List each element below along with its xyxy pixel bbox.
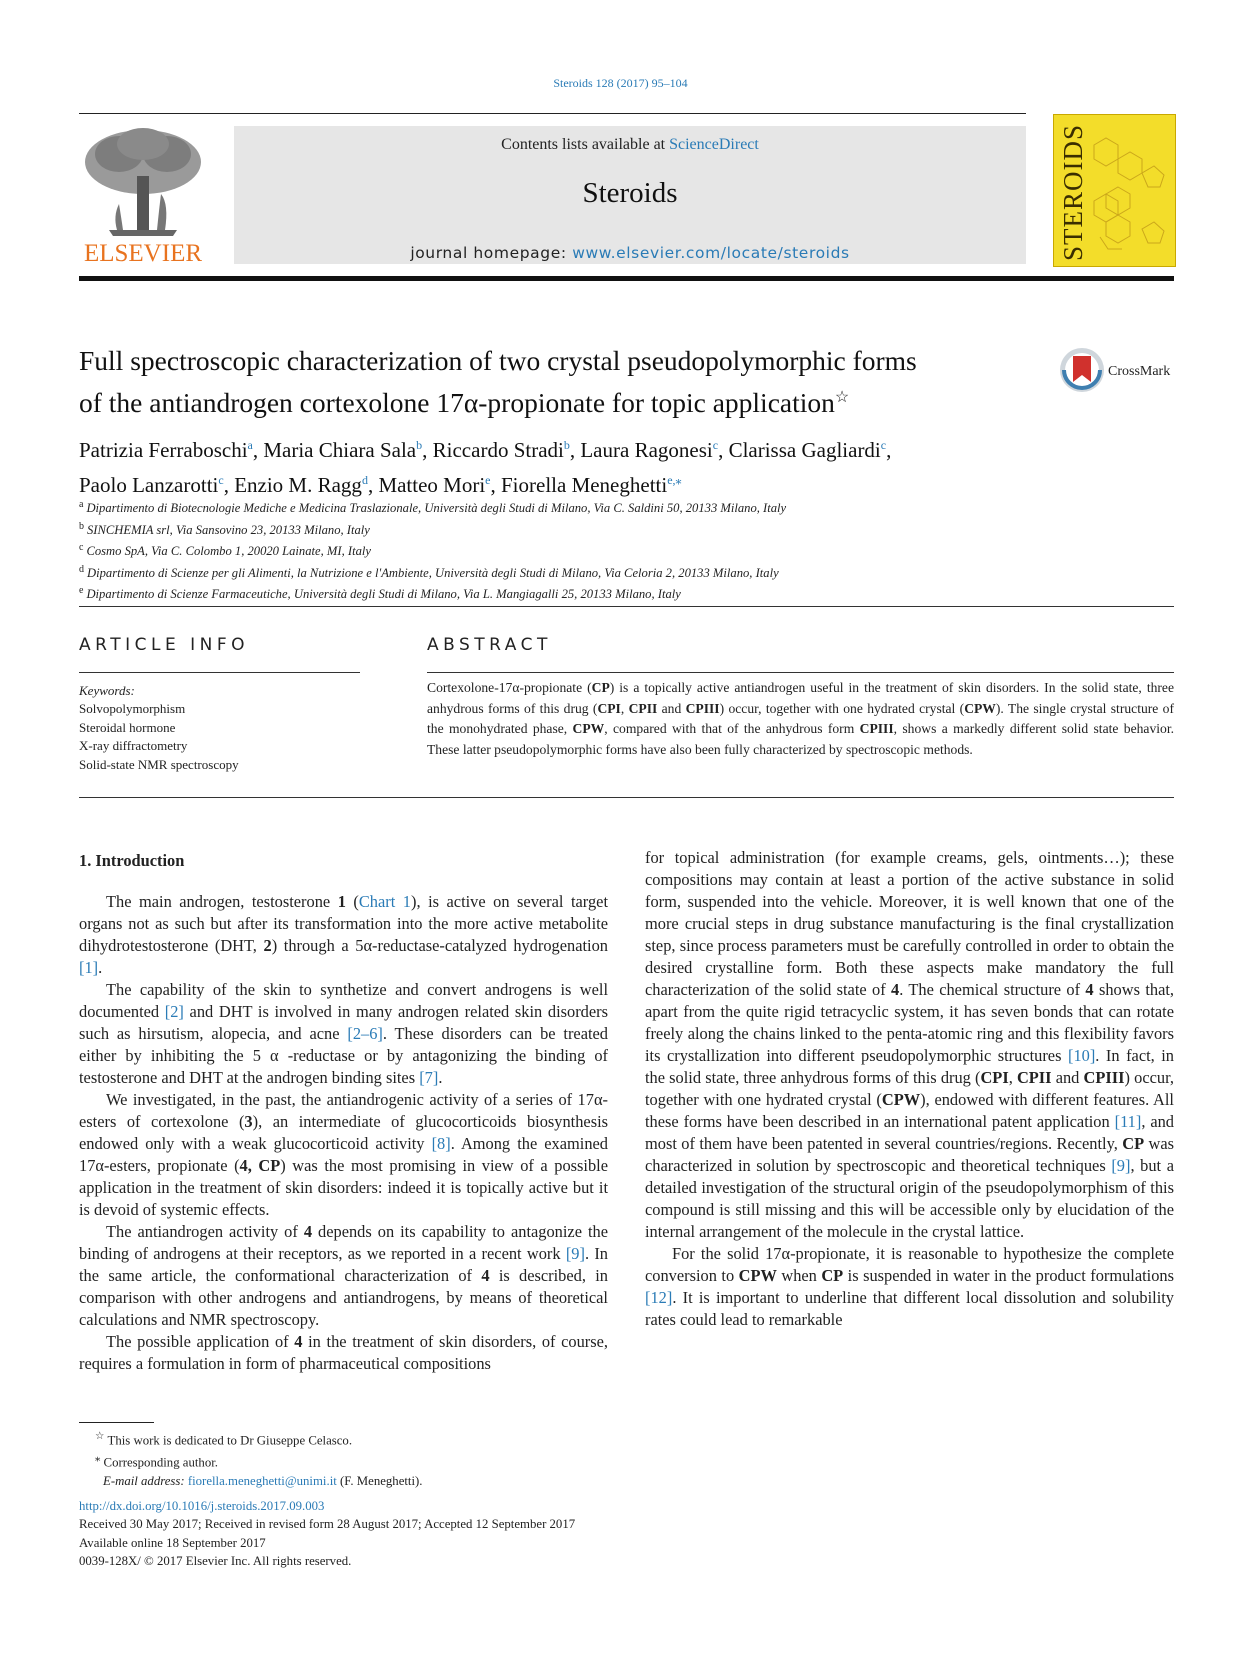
compound-label: 2 <box>263 936 272 955</box>
affiliation: $^a$ Dipartimento di Biotecnologie Mediche e Medicina Traslazionale, Università degli Studi di Milano, Via C. Saldini 50, 20133 Milano, Italy <box>79 499 787 516</box>
paragraph <box>79 979 608 1089</box>
affiliation: $^b$ SINCHEMIA srl, Via Sansovino 23, 20133 Milano, Italy <box>79 520 370 537</box>
homepage-line <box>234 244 1026 262</box>
text-run: Cortexolone-17α-propionate ( <box>427 680 592 695</box>
available-online: Available online 18 September 2017 <box>79 1535 266 1550</box>
text-run: , compared with that of the anhydrous form <box>604 721 860 737</box>
text-run: ), is active on several target organs not as such but after its transformation into the more active metabolite dihydrotestosterone (DHT, <box>79 892 608 955</box>
compound-label: CPW <box>964 700 996 716</box>
title-footnote-mark[interactable]: ☆ <box>834 389 850 406</box>
elsevier-logo[interactable] <box>79 124 207 266</box>
text-run: , <box>620 700 629 716</box>
sciencedirect-link[interactable]: ScienceDirect <box>669 136 759 153</box>
author[interactable]: Paolo Lanzarotti$^c$, <box>79 473 235 497</box>
header-rule <box>79 113 1026 114</box>
text-run: . It is important to underline that different local dissolution and solubility rates could lead to remarkable <box>645 1288 1174 1329</box>
reference-link[interactable]: [9] <box>1111 1156 1131 1175</box>
text-run: For the solid 17α-propionate, it is reasonable to hypothesize the complete conversion to <box>645 1244 1174 1285</box>
compound-label: CPII <box>1016 1068 1052 1087</box>
compound-label: CPIII <box>685 700 720 716</box>
text-run: was characterized in solution by spectroscopic and theoretical techniques <box>645 1134 1174 1175</box>
text-run: when <box>776 1266 822 1285</box>
text-run: ) was the most promising in view of a possible application in the treatment of skin disorders: indeed it is topically active but it is devoid of systemic effects. <box>79 1156 608 1219</box>
section-rule <box>79 606 1174 607</box>
reference-link[interactable]: [2–6] <box>347 1024 383 1043</box>
affiliation-list <box>79 496 1079 604</box>
reference-link[interactable]: [11] <box>1114 1112 1142 1131</box>
email-note: E-mail address: fiorella.meneghetti@unimi.it (F. Meneghetti). <box>103 1473 423 1488</box>
compound-label: CP <box>591 680 610 695</box>
affiliation: $^c$ Cosmo SpA, Via C. Colombo 1, 20020 Lainate, MI, Italy <box>79 542 371 559</box>
abstract-heading: ABSTRACT <box>427 635 552 655</box>
text-run: depends on its capability to antagonize the binding of androgens at their receptors, as we reported in a recent work <box>79 1222 608 1263</box>
compound-label: CPII <box>628 700 658 716</box>
text-run: ), endowed with different features. All these forms have been described in an international patent application <box>645 1090 1174 1131</box>
elsevier-wordmark: ELSEVIER <box>83 240 203 266</box>
compound-label: 4 <box>891 980 900 999</box>
text-run: ) occur, together with one hydrated crystal ( <box>719 700 965 716</box>
compound-label: CPW <box>881 1090 921 1109</box>
paragraph <box>645 1243 1174 1331</box>
cover-title: STEROIDS <box>1058 123 1088 261</box>
title-line-2: of the antiandrogen cortexolone 17α-propionate for topic application <box>79 387 835 419</box>
text-run: . In fact, in the solid state, three anhydrous forms of this drug ( <box>645 1046 1175 1087</box>
text-run: shows that, apart from the quite rigid tetracyclic system, it has seven bonds that can rotate freely along the chains linked to the penta-atomic ring and this flexibility favors its crystallization into different pseudopolymorphic structures <box>645 980 1174 1065</box>
homepage-prefix: journal homepage: <box>410 244 567 262</box>
body-column-left <box>79 847 608 1375</box>
text-run: , <box>1008 1068 1017 1087</box>
author[interactable]: Clarissa Gagliardi$^c$, <box>728 438 892 462</box>
reference-link[interactable]: [12] <box>645 1288 673 1307</box>
reference-link[interactable]: [7] <box>419 1068 439 1087</box>
header-thick-rule <box>79 276 1174 281</box>
text-run: The antiandrogen activity of <box>106 1222 304 1241</box>
email-link[interactable]: fiorella.meneghetti@unimi.it <box>187 1473 337 1488</box>
text-run: and <box>657 700 686 716</box>
article-info-rule <box>79 672 360 673</box>
reference-link[interactable]: Chart 1 <box>358 892 411 911</box>
paragraph <box>645 847 1174 1243</box>
keyword: X-ray diffractometry <box>79 738 188 754</box>
compound-label: CP <box>821 1266 844 1285</box>
text-run: The main androgen, testosterone <box>106 892 338 911</box>
keyword: Steroidal hormone <box>79 719 176 735</box>
compound-label: CPIII <box>859 721 894 737</box>
text-run: , and most of them have been patented in several countries/regions. Recently, <box>645 1112 1175 1153</box>
body-column-right <box>645 847 1174 1331</box>
compound-label: 4, CP <box>239 1156 281 1175</box>
text-run: The capability of the skin to synthetize and convert androgens is well documented <box>79 980 608 1021</box>
section-rule <box>79 797 1174 798</box>
contents-line <box>234 136 1026 154</box>
author[interactable]: Enzio M. Ragg$^d$, <box>234 473 379 497</box>
compound-label: 4 <box>1085 980 1094 999</box>
text-run: is suspended in water in the product formulations <box>843 1266 1174 1285</box>
paragraph <box>79 1331 608 1375</box>
compound-label: 3 <box>244 1112 253 1131</box>
crossmark-badge[interactable] <box>1058 346 1178 394</box>
compound-label: 4 <box>303 1222 313 1241</box>
journal-name: Steroids <box>582 177 678 209</box>
footnote-rule <box>79 1422 154 1423</box>
abstract-rule <box>427 672 1174 673</box>
crossmark-icon <box>1060 348 1104 392</box>
reference-link[interactable]: [8] <box>431 1134 451 1153</box>
compound-label: CPIII <box>1083 1068 1125 1087</box>
compound-label: CPW <box>738 1266 777 1285</box>
text-run: ) occur, together with one hydrated crystal ( <box>645 1068 1174 1109</box>
reference-link[interactable]: [1] <box>79 958 99 977</box>
text-run: , but a detailed investigation of the structural origin of the pseudopolymorphism of this compound is still missing and this will be accessible only by elucidation of the internal arrangement of the molecule in the crystal lattice. <box>645 1156 1174 1241</box>
text-run: ). The single crystal structure of the monohydrated phase, <box>427 700 1174 737</box>
keyword: Solid-state NMR spectroscopy <box>79 756 239 772</box>
introduction-heading: 1. Introduction <box>79 851 185 870</box>
running-head[interactable]: Steroids 128 (2017) 95–104 <box>553 76 688 90</box>
text-run: ) is a topically active antiandrogen useful in the treatment of skin disorders. In the solid state, three anhydrous forms of this drug ( <box>427 680 1174 716</box>
reference-link[interactable]: [2] <box>164 1002 184 1021</box>
text-run: ), an intermediate of glucocorticoids biosynthesis endowed only with a weak glucocorticoid activity <box>79 1112 609 1153</box>
article-title <box>79 342 1039 421</box>
publication-info <box>79 1497 979 1571</box>
compound-label: 4 <box>294 1332 303 1351</box>
doi-link[interactable]: http://dx.doi.org/10.1016/j.steroids.2017.09.003 <box>79 1499 325 1513</box>
compound-label: 4 <box>481 1266 490 1285</box>
affiliation: $^e$ Dipartimento di Scienze Farmaceutiche, Università degli Studi di Milano, Via L. Mangiagalli 25, 20133 Milano, Italy <box>79 585 681 602</box>
text-run: . These disorders can be treated either by inhibiting the 5 α -reductase or by antagonizing the binding of testosterone and DHT at the androgen binding sites <box>79 1024 608 1087</box>
text-run: is described, in comparison with other androgens and antiandrogens, by means of theoretical calculations and NMR spectroscopy. <box>79 1266 608 1329</box>
keyword: Solvopolymorphism <box>79 701 186 717</box>
author[interactable]: Patrizia Ferraboschi$^a$, <box>79 438 264 462</box>
text-run: . Among the examined 17α-esters, propionate ( <box>79 1134 608 1175</box>
compound-label: CPI <box>597 700 621 716</box>
author[interactable]: Matteo Mori$^e$, <box>378 473 501 497</box>
keywords-label: Keywords: <box>79 683 135 698</box>
journal-cover[interactable] <box>1053 114 1176 267</box>
paragraph <box>79 1089 608 1221</box>
author[interactable]: Laura Ragonesi$^c$, <box>580 438 729 462</box>
contents-prefix: Contents lists available at <box>501 136 666 153</box>
homepage-link[interactable]: www.elsevier.com/locate/steroids <box>572 244 850 262</box>
text-run: , shows a markedly different solid state behavior. These latter pseudopolymorphic forms have also been fully characterized by spectroscopic methods. <box>427 721 1174 757</box>
dedication-note: ☆ This work is dedicated to Dr Giuseppe Celasco. <box>95 1431 353 1448</box>
compound-label: CPW <box>572 721 605 737</box>
paragraph <box>79 1221 608 1331</box>
elsevier-tree-icon <box>79 124 207 266</box>
article-info-heading: ARTICLE INFO <box>79 635 249 655</box>
text-run: in the treatment of skin disorders, of course, requires a formulation in form of pharmaceutical compositions <box>79 1332 609 1373</box>
abstract-text <box>427 678 1174 760</box>
history-dates: Received 30 May 2017; Received in revised form 28 August 2017; Accepted 12 September 2017 <box>79 1517 576 1532</box>
text-run: . <box>438 1068 443 1087</box>
text-run: and DHT is involved in many androgen related skin disorders such as hirsutism, alopecia, and acne <box>79 1002 608 1043</box>
paragraph <box>79 891 608 979</box>
compound-label: 1 <box>337 892 346 911</box>
text-run: ( <box>345 892 359 911</box>
steroid-structure-icon <box>1054 115 1175 266</box>
copyright: 0039-128X/ © 2017 Elsevier Inc. All rights reserved. <box>79 1554 352 1569</box>
text-run: The possible application of <box>106 1332 295 1351</box>
author[interactable]: Maria Chiara Sala$^b$, <box>263 438 433 462</box>
text-run: . The chemical structure of <box>899 980 1086 999</box>
author[interactable]: Fiorella Meneghetti$^{e,⁎}$ <box>501 473 682 497</box>
compound-label: CPI <box>980 1068 1009 1087</box>
text-run: and <box>1051 1068 1084 1087</box>
reference-link[interactable]: [9] <box>565 1244 585 1263</box>
reference-link[interactable]: [10] <box>1067 1046 1096 1065</box>
keywords-block <box>79 682 360 774</box>
text-run: . In the same article, the conformational characterization of <box>79 1244 608 1285</box>
footnotes <box>79 1428 879 1490</box>
crossmark-label: CrossMark <box>1108 364 1171 379</box>
text-run: We investigated, in the past, the antiandrogenic activity of a series of 17α-esters of cortexolone ( <box>79 1090 608 1131</box>
corresponding-note: ⁎ Corresponding author. <box>95 1452 218 1470</box>
title-line-1: Full spectroscopic characterization of two crystal pseudopolymorphic forms <box>79 345 917 376</box>
text-run: . <box>98 958 103 977</box>
compound-label: CP <box>1122 1134 1145 1153</box>
text-run: ) through a 5α-reductase-catalyzed hydrogenation <box>271 936 608 955</box>
author-list <box>79 430 1079 500</box>
journal-banner <box>234 126 1026 264</box>
affiliation: $^d$ Dipartimento di Scienze per gli Alimenti, la Nutrizione e l'Ambiente, Università degli Studi di Milano, Via Celoria 2, 20133 Milano, Italy <box>79 563 779 580</box>
text-run: for topical administration (for example creams, gels, ointments…); these compositions may contain at least a portion of the active substance in solid form, suspended into the vehicle. Moreover, it is well known that one of the more crucial steps in drug substance manufacturing is the final crystallization step, since process parameters must be carefully controlled in order to obtain the desired crystalline form. Both these aspects make mandatory the full characterization of the solid state of <box>645 848 1174 999</box>
author[interactable]: Riccardo Stradi$^b$, <box>432 438 581 462</box>
